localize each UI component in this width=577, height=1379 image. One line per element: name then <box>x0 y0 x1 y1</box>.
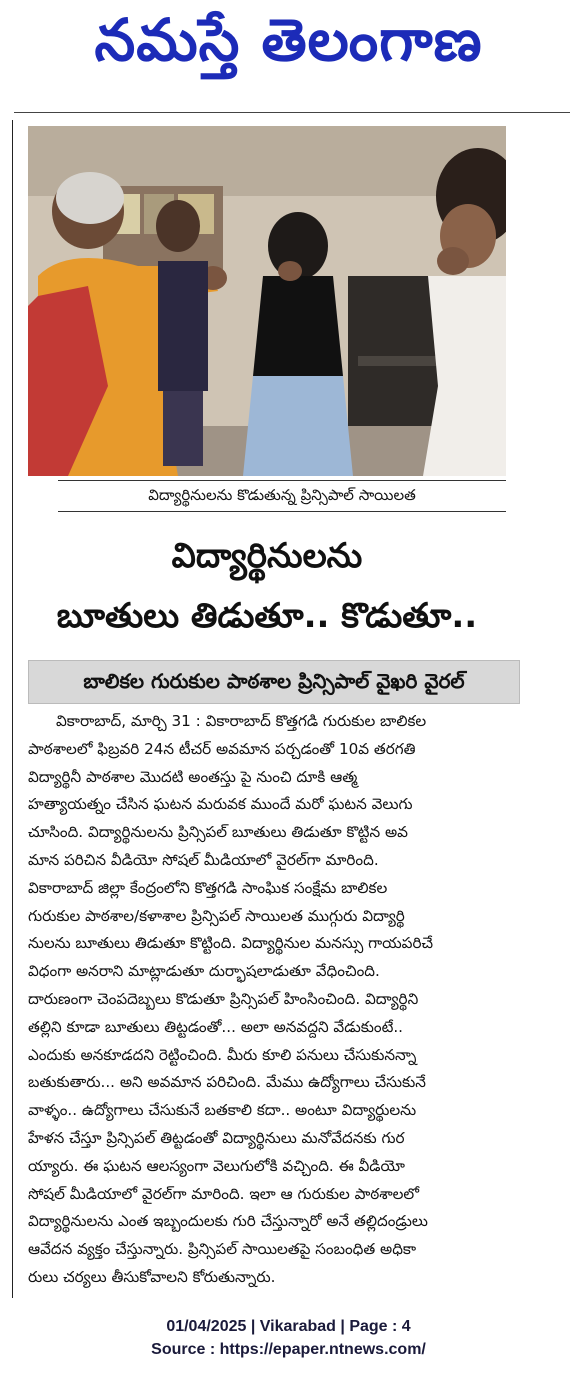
article-line: బతుకుతారు... అని అవమాన పరిచింది. మేము ఉద్యోగాలు చేసుకునే <box>28 1073 426 1092</box>
article-line: గురుకుల పాఠశాల/కళాశాల ప్రిన్సిపల్ సాయిలత ముగ్గురు విద్యార్థి <box>28 906 405 925</box>
subheadline-box <box>28 660 520 704</box>
footer-date-edition: 01/04/2025 | Vikarabad | Page : 4 <box>166 1318 411 1335</box>
article-line: దారుణంగా చెంపదెబ్బలు కొడుతూ ప్రిన్సిపల్ హింసించింది. విద్యార్థిని <box>28 989 419 1008</box>
masthead <box>0 0 577 112</box>
article-line: హేళన చేస్తూ ప్రిన్సిపల్ తిట్టడంతో విద్యార్థినులు మనోవేదనకు గుర <box>28 1128 405 1147</box>
article-line: హత్యాయత్నం చేసిన ఘటన మరువక ముందే మరో ఘటన వెలుగు <box>28 795 413 814</box>
article-line: వాళ్ళం.. ఉద్యోగాలు చేసుకునే బతకాలి కదా.. అంటూ విద్యార్థులను <box>28 1101 417 1120</box>
article-line: విద్యార్థినీ పాఠశాల మొదటి అంతస్తు పై నుంచి దూకి ఆత్మ <box>28 767 358 786</box>
headline-line-1: విద్యార్థినులను <box>171 536 363 576</box>
photo-caption-bar <box>58 480 506 512</box>
article-line: సోషల్ మీడియాలో వైరల్‌గా మారింది. ఇలా ఆ గురుకుల పాఠశాలలో <box>28 1184 420 1203</box>
article-line: వికారాబాద్ జిల్లా కేంద్రంలోని కొత్తగడి సాంఘిక సంక్షేమ బాలికల <box>28 878 388 897</box>
footer-source-link[interactable]: Source : https://epaper.ntnews.com/ <box>151 1341 426 1358</box>
article-line: విద్యార్థినులను ఎంత ఇబ్బందులకు గురి చేస్తున్నారో అనే తల్లిదండ్రులు <box>28 1212 428 1231</box>
article-body <box>28 708 518 1292</box>
article-line: రులు చర్యలు తీసుకోవాలని కోరుతున్నారు. <box>28 1267 276 1286</box>
article-line: మాన పరిచిన వీడియో సోషల్ మీడియాలో వైరల్‌గా మారింది. <box>28 850 379 869</box>
article-line: తల్లిని కూడా బూతులు తిట్టడంతో... అలా అనవద్దని వేడుకుంటే.. <box>28 1017 403 1036</box>
masthead-divider <box>14 112 570 113</box>
article-line: నులను బూతులు తిడుతూ కొట్టింది. విద్యార్థినుల మనస్సు గాయపరిచే <box>28 934 434 953</box>
article-line: య్యారు. ఈ ఘటన ఆలస్యంగా వెలుగులోకి వచ్చింది. ఈ వీడియో <box>28 1156 405 1175</box>
subheadline: బాలికల గురుకుల పాఠశాల ప్రిన్సిపాల్ వైఖరి వైరల్ <box>83 669 465 693</box>
article-line: పాఠశాలలో ఫిబ్రవరి 24న టీచర్ అవమాన పర్చడంతో 10వ తరగతి <box>28 739 416 758</box>
news-photo <box>28 126 506 476</box>
article-line: ఆవేదన వ్యక్తం చేస్తున్నారు. ప్రిన్సిపల్ సాయిలతపై సంబంధిత అధికా <box>28 1240 417 1259</box>
article-line: విధంగా అనరాని మాట్లాడుతూ దుర్భాషలాడుతూ వేధించింది. <box>28 962 380 981</box>
column-rule <box>12 120 13 1298</box>
article-line: వికారాబాద్, మార్చి 31 : వికారాబాద్ కొత్తగడి గురుకుల బాలికల <box>56 712 427 730</box>
newspaper-logo: నమస్తే తెలంగాణ <box>94 6 483 74</box>
photo-caption: విద్యార్థినులను కొడుతున్న ప్రిన్సిపాల్ సాయిలత <box>148 486 416 504</box>
article-line: చూసింది. విద్యార్థినులను ప్రిన్సిపల్ బూతులు తిడుతూ కొట్టిన అవ <box>28 823 408 842</box>
headline-line-2: బూతులు తిడుతూ.. కొడుతూ.. <box>56 596 478 636</box>
article-line: ఎందుకు అనకూడదని రెట్టించింది. మీరు కూలి పనులు చేసుకునన్నా <box>28 1045 417 1064</box>
